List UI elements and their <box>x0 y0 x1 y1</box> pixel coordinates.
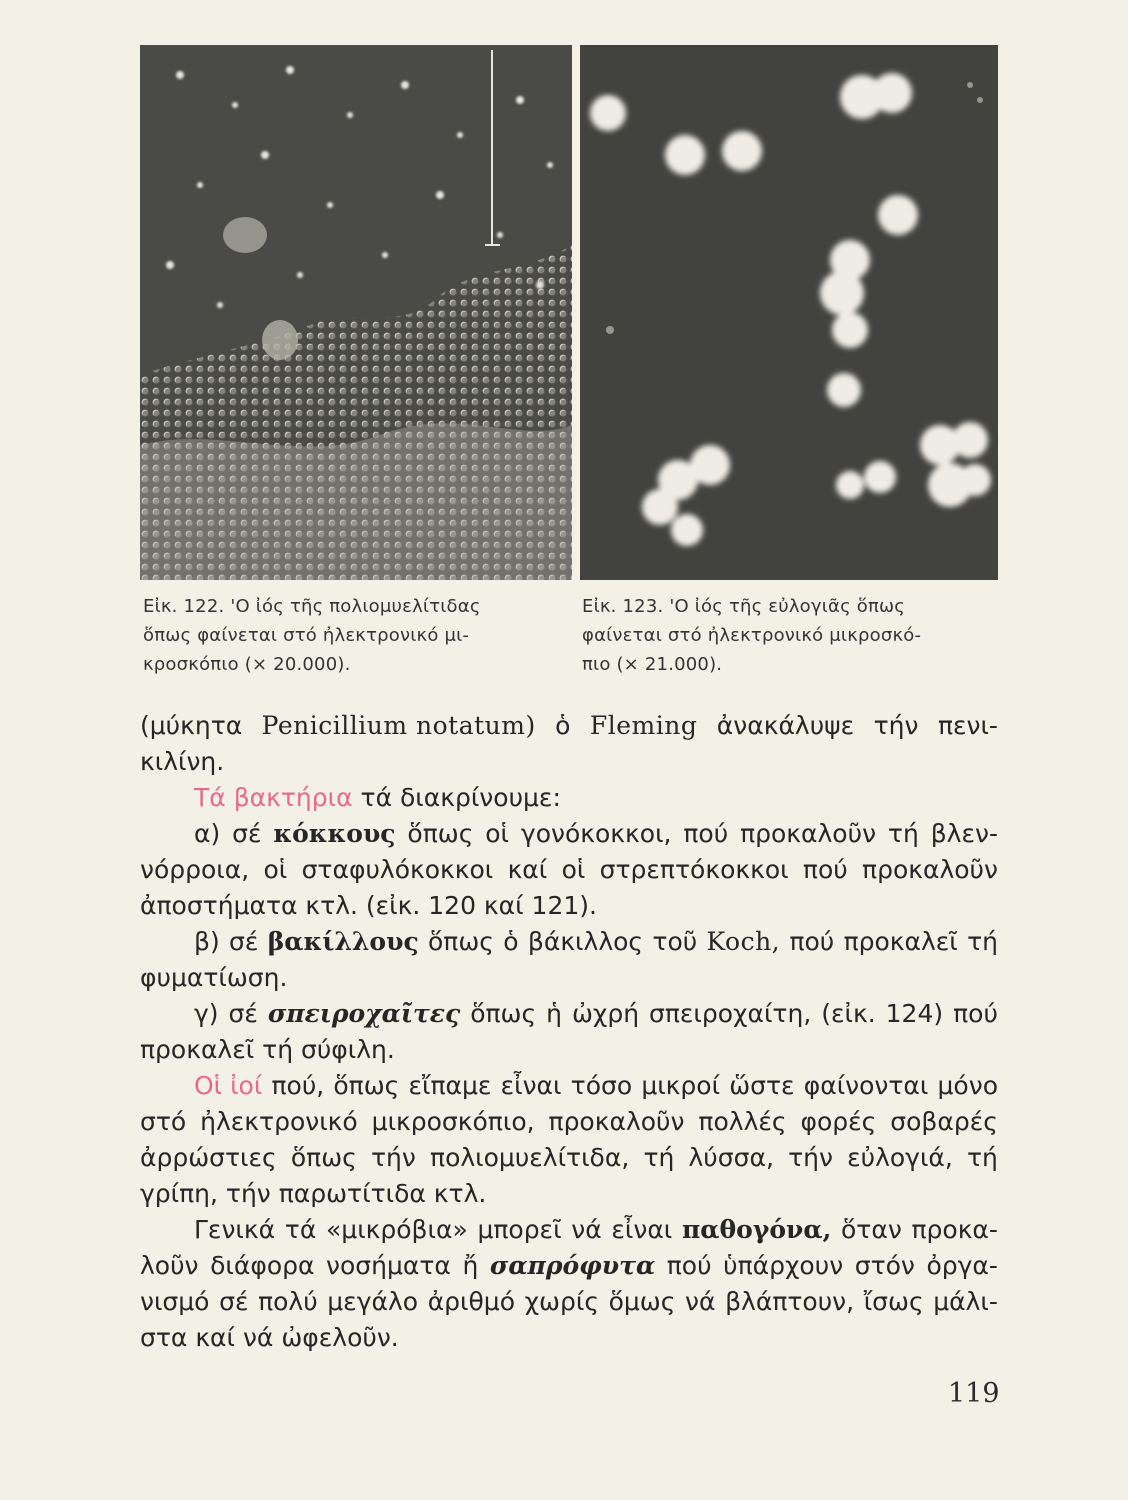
text-line <box>140 852 998 888</box>
word: πού <box>683 819 729 848</box>
text-line <box>140 1212 998 1248</box>
caption-line: Εἰκ. 122. 'Ο ἰός τῆς πολιομυελίτιδας <box>143 596 481 617</box>
word: ἠλεκτρονικό <box>200 1107 358 1136</box>
word: τοῦ <box>652 927 698 956</box>
text-line <box>140 996 998 1032</box>
word: τή <box>967 927 998 956</box>
word: ὀργα- <box>926 1251 998 1280</box>
word: ὥστε <box>729 1071 795 1100</box>
word: τήν <box>788 1143 833 1172</box>
word: γονόκοκκοι, <box>520 819 672 848</box>
word: ὑπάρχουν <box>723 1251 844 1280</box>
caption-line: πιο (× 21.000). <box>582 654 723 675</box>
word: στόν <box>854 1251 915 1280</box>
word: πενι- <box>937 711 998 740</box>
word: ὅπως <box>470 999 537 1028</box>
word: σοβαρές <box>890 1107 998 1136</box>
word: ὅπως <box>290 1143 357 1172</box>
text-line <box>140 1248 998 1284</box>
highlighted-term: Τά βακτήρια <box>194 783 353 812</box>
word: προκαλοῦν <box>740 819 877 848</box>
word: χωρίς <box>524 1287 599 1316</box>
word: μεγάλο <box>327 1287 419 1316</box>
word: τήν <box>873 711 919 740</box>
word: τή <box>887 819 919 848</box>
word: ἀρρώστιες <box>140 1143 277 1172</box>
word: νοσήματα <box>326 1251 451 1280</box>
word: εὐλογιά, <box>847 1143 953 1172</box>
figure-122-caption <box>143 592 563 679</box>
text-segment: κιλίνη. <box>140 747 225 776</box>
word: οἱ <box>561 855 586 884</box>
text-segment: τά διακρίνουμε: <box>360 783 561 812</box>
word: οἱ <box>485 819 510 848</box>
word: στό <box>140 1107 187 1136</box>
word: τήν <box>370 1143 416 1172</box>
highlighted-term: Οἱ ἰοί <box>194 1071 263 1100</box>
word: ὅμως <box>608 1287 676 1316</box>
text-segment: ἀποστήματα κτλ. (εἰκ. 120 καί 121). <box>140 891 597 920</box>
text-line <box>140 1320 998 1356</box>
word: μπορεῖ <box>477 1215 562 1244</box>
word: πού, <box>271 1071 325 1100</box>
word: προκαλοῦν <box>548 1107 685 1136</box>
word: «μικρόβια» <box>326 1215 468 1244</box>
word: ἡ <box>546 999 562 1028</box>
word: σταφυλόκοκκοι <box>301 855 494 884</box>
word: λοῦν <box>140 1251 199 1280</box>
word: βάκιλλος <box>527 927 644 956</box>
text-line <box>140 1140 998 1176</box>
text-segment: γρίπη, τήν παρωτίτιδα κτλ. <box>140 1179 487 1208</box>
caption-line: ὅπως φαίνεται στό ἠλεκτρονικό μι- <box>143 625 470 646</box>
body-text <box>140 708 998 1356</box>
word: μάλι- <box>933 1287 998 1316</box>
word: πολλές <box>698 1107 787 1136</box>
word: πολιομυελίτιδα, <box>430 1143 630 1172</box>
bold-term: βακίλλους <box>267 927 419 956</box>
word: καί <box>507 855 548 884</box>
figure-123-caption <box>582 592 1002 679</box>
word: βλεν- <box>930 819 998 848</box>
word: ἴσως <box>863 1287 924 1316</box>
word: μικροί <box>641 1071 721 1100</box>
word: στρεπτόκοκκοι <box>599 855 789 884</box>
word: ὠχρή <box>571 999 640 1028</box>
word: γ) <box>194 999 219 1028</box>
bold-term: κόκκους <box>273 819 396 848</box>
word: ὅπως <box>428 927 494 956</box>
text-segment: στα καί νά ὠφελοῦν. <box>140 1323 399 1352</box>
word: τά <box>284 1215 317 1244</box>
word: τόσο <box>570 1071 633 1100</box>
word: ἤ <box>462 1251 479 1280</box>
caption-line: Εἰκ. 123. 'Ο ἰός τῆς εὐλογιᾶς ὅπως <box>582 596 906 617</box>
word: μικροσκόπιο, <box>371 1107 535 1136</box>
word: α) <box>194 819 221 848</box>
bold-term: σπειροχαῖτες <box>267 999 461 1028</box>
text-line <box>140 960 998 996</box>
word: ὁ <box>503 927 519 956</box>
word: προκα- <box>911 1215 998 1244</box>
word: φορές <box>800 1107 877 1136</box>
word: νόρροια, <box>140 855 250 884</box>
word: ὅπως <box>407 819 474 848</box>
word: προκαλεῖ <box>843 927 958 956</box>
text-line <box>140 1176 998 1212</box>
word: πού <box>802 855 848 884</box>
bold-term: σαπρόφυτα <box>489 1251 656 1280</box>
word: (μύκητα <box>140 711 243 740</box>
text-line <box>140 924 998 960</box>
word: σέ <box>228 999 258 1028</box>
word: εἶναι <box>611 1215 673 1244</box>
word: σέ <box>229 927 259 956</box>
word: Penicillium notatum) <box>261 711 536 740</box>
bold-term: παθογόνα, <box>681 1215 832 1244</box>
word: σπειροχαίτη, <box>649 999 812 1028</box>
word: πού <box>953 999 998 1028</box>
word: λύσσα, <box>688 1143 774 1172</box>
word: β) <box>194 927 220 956</box>
text-line <box>140 1284 998 1320</box>
word: διάφορα <box>210 1251 315 1280</box>
word: Fleming <box>589 711 698 740</box>
word: τή <box>643 1143 675 1172</box>
word: 124) <box>885 999 944 1028</box>
word: νά <box>685 1287 716 1316</box>
text-segment: φυματίωση. <box>140 963 288 992</box>
figure-123-micrograph <box>580 45 998 580</box>
word: βλάπτουν, <box>725 1287 855 1316</box>
word: εἴπαμε <box>408 1071 492 1100</box>
caption-line: κροσκόπιο (× 20.000). <box>143 654 351 675</box>
text-line <box>140 1068 998 1104</box>
word: ὅπως <box>333 1071 400 1100</box>
word: πολύ <box>258 1287 318 1316</box>
word: σέ <box>219 1287 249 1316</box>
word: ἀριθμό <box>427 1287 515 1316</box>
word: τή <box>967 1143 998 1172</box>
text-line <box>140 744 998 780</box>
word: Koch, <box>706 927 781 956</box>
word: Γενικά <box>194 1215 276 1244</box>
word: οἱ <box>263 855 288 884</box>
caption-line: φαίνεται στό ἠλεκτρονικό μικροσκό- <box>582 625 922 646</box>
text-segment: προκαλεῖ τή σύφιλη. <box>140 1035 395 1064</box>
text-line <box>140 1104 998 1140</box>
text-line <box>140 888 998 924</box>
word: ἀνακάλυψε <box>716 711 855 740</box>
text-line <box>140 780 998 816</box>
figure-122-micrograph <box>140 45 572 580</box>
word: προκαλοῦν <box>862 855 998 884</box>
word: εἶναι <box>500 1071 562 1100</box>
text-line <box>140 816 998 852</box>
word: (εἰκ. <box>821 999 876 1028</box>
word: ὁ <box>555 711 571 740</box>
word: νά <box>571 1215 602 1244</box>
word: ὅταν <box>841 1215 902 1244</box>
text-line <box>140 1032 998 1068</box>
word: μόνο <box>937 1071 998 1100</box>
word: πού <box>666 1251 712 1280</box>
text-line <box>140 708 998 744</box>
page-number: 119 <box>948 1378 1000 1409</box>
word: σέ <box>232 819 262 848</box>
word: πού <box>789 927 835 956</box>
word: νισμό <box>140 1287 210 1316</box>
word: φαίνονται <box>803 1071 929 1100</box>
